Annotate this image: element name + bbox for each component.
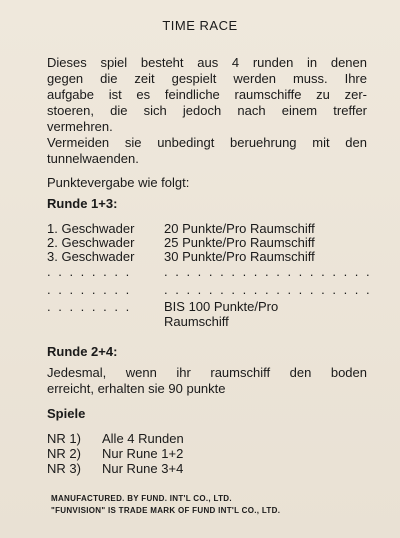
intro-line: Dieses spiel besteht aus 4 runden in denen [47,55,367,70]
score-row-left: . . . . . . . . [47,299,132,314]
score-row-continuation-text: Raumschiff [164,314,229,329]
footer-trademark: "FUNVISION" IS TRADE MARK OF FUND INT'L CO., LTD. [51,506,281,515]
score-row-right: 30 Punkte/Pro Raumschiff [164,249,315,264]
score-row-left: 2. Geschwader [47,235,135,250]
score-row-right: BIS 100 Punkte/Pro [164,299,279,314]
spiele-item-text: Alle 4 Runden [102,431,184,446]
spiele-item-nr: NR 2) [47,446,81,461]
spiele-heading: Spiele [47,406,86,421]
spiele-item-text: Nur Rune 1+2 [102,446,184,461]
footer-manufacturer: MANUFACTURED. BY FUND. INT'L CO., LTD. [51,494,232,503]
spiele-item [47,461,367,477]
score-row-right: . . . . . . . . . . . . . . . . . . . [164,264,372,279]
intro-line: Vermeiden sie unbedingt beruehrung mit den [47,135,367,150]
score-row-right: 25 Punkte/Pro Raumschiff [164,235,315,250]
score-row-left: . . . . . . . . [47,264,132,279]
runde-2-4-line: Jedesmal, wenn ihr raumschiff den boden [47,365,367,380]
score-row-continuation [47,314,367,330]
intro-line: aufgabe ist es feindliche raumschiffe zu zer- [47,87,367,102]
runde-2-4-line: erreicht, erhalten sie 90 punkte [47,381,226,396]
runde-2-4-paragraph [47,365,367,397]
intro-line: tunnelwaenden. [47,151,139,166]
intro-line: vermehren. [47,119,113,134]
score-row [47,282,372,298]
spiele-item [47,431,367,447]
score-row-left: 3. Geschwader [47,249,135,264]
score-row-right: 20 Punkte/Pro Raumschiff [164,221,315,236]
intro-line: gegen die zeit gespielt werden muss. Ihre [47,71,367,86]
intro-paragraph [47,55,367,167]
page-title: TIME RACE [162,18,238,33]
spiele-item-nr: NR 1) [47,431,81,446]
score-row [47,249,367,265]
runde-1-3-heading: Runde 1+3: [47,196,118,211]
score-row [47,264,372,280]
runde-2-4-heading: Runde 2+4: [47,344,118,359]
spiele-item-nr: NR 3) [47,461,81,476]
score-row-left: . . . . . . . . [47,282,132,297]
score-row-right: . . . . . . . . . . . . . . . . . . . [164,282,372,297]
intro-line: stoeren, die sich jedoch nach einem treffer [47,103,367,118]
punktevergabe-label: Punktevergabe wie folgt: [47,175,190,190]
score-row-left: 1. Geschwader [47,221,135,236]
spiele-item [47,446,367,462]
spiele-item-text: Nur Rune 3+4 [102,461,184,476]
score-row [47,299,367,315]
